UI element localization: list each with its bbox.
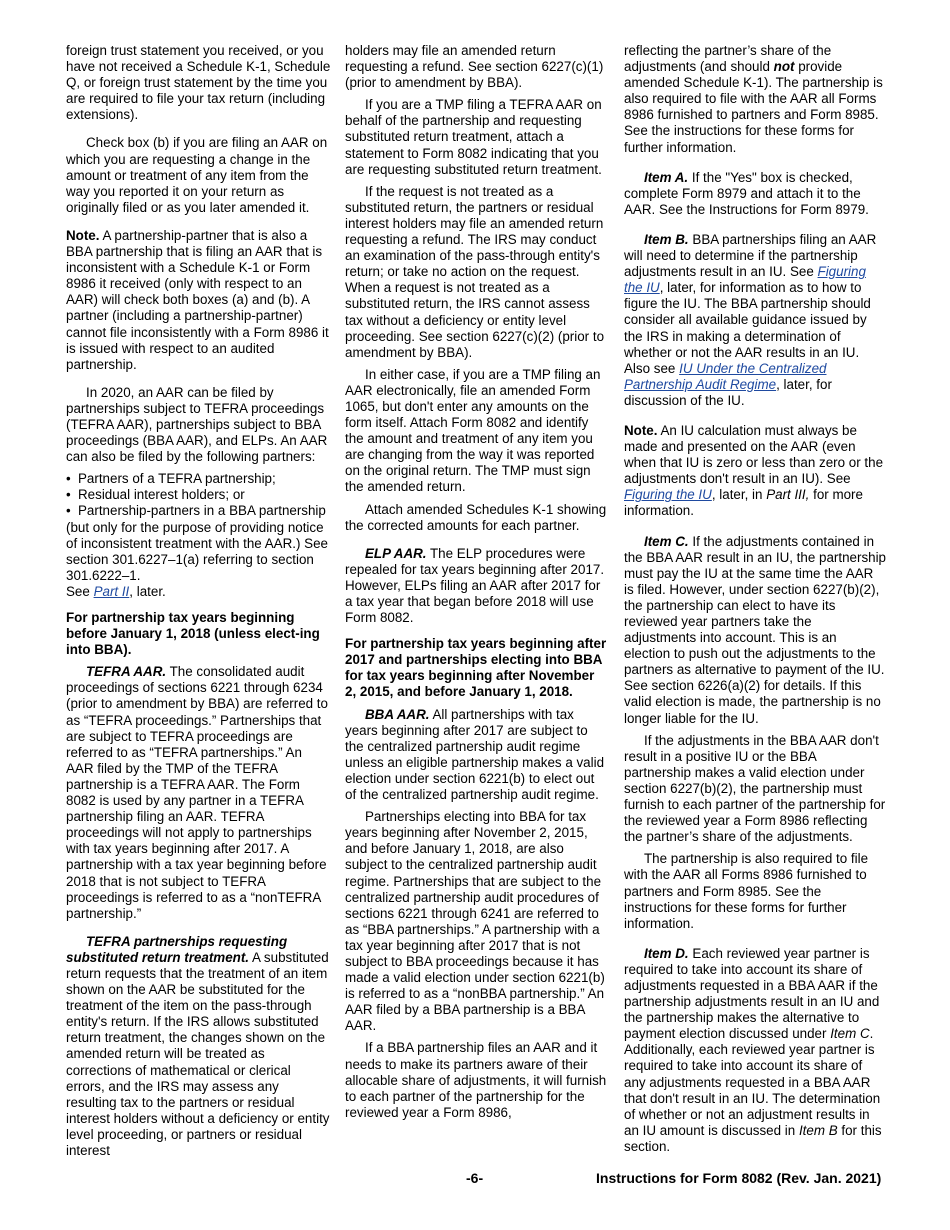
paragraph: If the request is not treated as a substituted return, the partners or residual interest holders may file an amended return requesting a refund. The IRS may conduct an examination of the pass-through entity's return; or take no action on the request. When a request is not treated as a substituted return, the IRS cannot assess tax without a deficiency or entity level proceeding. See section 6227(c)(2) (prior to amendment by BBA). <box>345 183 605 360</box>
footer-title: Instructions for Form 8082 (Rev. Jan. 2021) <box>596 1170 882 1186</box>
text: for this section. <box>624 1122 882 1154</box>
part-ii-link[interactable]: Part II <box>93 583 130 599</box>
paragraph: In either case, if you are a TMP filing an AAR electronically, file an amended Form 1065, but don't enter any amounts on the form itself. Attach Form 8082 and identify the amount and treatment of any item you are changing from the way it was reported on the original return. The TMP must sign the amended return. <box>345 366 601 495</box>
tefra-aar-text: The consolidated audit proceedings of sections 6221 through 6234 (prior to amendment by BBA) are referred to as “TEFRA proceedings.” Partnerships that are subject to TEFRA proceedings are referred to as “TEFRA partnerships.” An AAR filed by the TMP of the TEFRA partnership is a TEFRA AAR. The Form 8082 is used by any partner in a TEFRA partnership filing an AAR. TEFRA proceedings will not apply to partnerships with tax years beginning after 2017. A partnership with a tax year beginning before 2018 that is not subject to TEFRA proceedings is referred to as a “nonTEFRA partnership.” <box>66 664 328 921</box>
column-left <box>66 43 332 1165</box>
text: , later, in <box>711 487 763 503</box>
text: BBA partnerships filing an AAR will need to determine if the partnership adjustments result in an IU. See <box>624 231 877 280</box>
bullet-list <box>66 471 332 584</box>
page-number: -6- <box>466 1170 484 1186</box>
paragraph: Check box (b) if you are filing an AAR on which you are requesting a change in the amount or treatment of any item from the way you reported it on your return as originally filed or as you later amended it. <box>66 135 328 215</box>
paragraph: The partnership is also required to file with the AAR all Forms 8986 furnished to partners and Form 8985. See the instructions for these forms for further information. <box>624 851 869 931</box>
text: , later, for discussion of the IU. <box>624 376 832 408</box>
item-a-label: Item A. <box>644 169 689 185</box>
note-paragraph <box>624 423 886 520</box>
see-part-line <box>66 584 332 600</box>
text: An IU calculation must always be made and presented on the AAR (even when that IU is zero or less than zero or the adjustments don't result in an IU). See <box>624 422 884 487</box>
bba-aar-label: BBA AAR. <box>365 706 430 722</box>
elp-aar-text: The ELP procedures were repealed for tax years beginning after 2017. However, ELPs filing an AAR after 2017 for a tax year that began before 2018 will use Form 8082. <box>345 545 605 626</box>
substituted-return-text: A substituted return requests that the treatment of an item shown on the AAR be substituted for the treatment of the item on the pass-through entity's return. If the IRS allows substituted return treatment, the changes shown on the amended return will be treated as corrections of mathematical or clerical errors, and the IRS may assess any resulting tax to the partners or residual interest holders without a deficiency or entity level proceeding, or partners or residual interest <box>66 949 330 1158</box>
paragraph <box>624 170 886 218</box>
note-label: Note. <box>624 422 658 438</box>
see-prefix: See <box>66 583 90 599</box>
item-a-text: If the "Yes" box is checked, complete Form 8979 and attach it to the AAR. See the Instructions for Form 8979. <box>624 169 869 217</box>
iu-under-regime-link[interactable]: IU Under the Centralized Partnership Audit Regime <box>624 360 827 392</box>
figuring-the-iu-link[interactable]: Figuring the IU <box>624 264 866 296</box>
item-c-text: If the adjustments contained in the BBA AAR result in an IU, the partnership must pay the IU at the same time the AAR is filed. However, under section 6227(b)(2), the partnership can elect to have its reviewed year partners take the adjustments into account. This is an election to push out the adjustments to the partners as alternative to payment of the IU. See section 6226(a)(2) for details. If this valid election is made, the partnership is no longer liable for the IU. <box>624 533 887 726</box>
item-d-label: Item D. <box>644 945 689 961</box>
text: reflecting the partner’s share of the adjustments (and should <box>624 43 832 75</box>
list-item: • Partners of a TEFRA partnership; <box>66 471 332 487</box>
see-suffix: , later. <box>129 583 166 599</box>
paragraph: foreign trust statement you received, or you have not received a Schedule K-1, Schedule Q, or foreign trust statement by the time you are required to file your tax return (including extensions). <box>66 43 331 123</box>
item-c-label: Item C. <box>644 533 689 549</box>
paragraph <box>624 946 886 1155</box>
note-text: A partnership-partner that is also a BBA partnership that is filing an AAR that is inconsistent with a Schedule K-1 or Form 8986 it received (only with respect to an AAR) will check both boxes (a) and (b). A partner (including a partnership-partner) cannot file inconsistently with a Form 8986 it is issued with respect to an audited partnership. <box>66 227 329 372</box>
note-paragraph <box>66 228 332 373</box>
item-c-ref: Item C <box>830 1026 870 1042</box>
text: Each reviewed year partner is required to take into account its share of adjustments requested in a BBA AAR if the partnership adjustments result in an IU and the partnership makes the alternative to payment election discussed under <box>624 945 880 1042</box>
text: provide amended Schedule K-1). The partnership is also required to file with the AAR all Forms 8986 furnished to partners and Form 8985. See the instructions for these forms for further information. <box>624 59 883 155</box>
list-item: • Residual interest holders; or <box>66 487 332 503</box>
paragraph: holders may file an amended return requesting a refund. See section 6227(c)(1) (prior to amendment by BBA). <box>345 43 604 91</box>
note-label: Note. <box>66 227 100 243</box>
paragraph <box>624 232 886 409</box>
part-iii-ref: Part III, <box>766 487 810 503</box>
text: for more information. <box>624 487 863 519</box>
paragraph: In 2020, an AAR can be filed by partnerships subject to TEFRA proceedings (TEFRA AAR), partnerships subject to BBA proceedings (BBA AAR), and ELPs. An AAR can also be filed by the following partners: <box>66 384 328 465</box>
column-right <box>624 43 886 1161</box>
emphasis-not: not <box>773 59 795 75</box>
paragraph <box>624 534 886 727</box>
item-b-label: Item B. <box>644 231 689 247</box>
paragraph <box>624 43 886 156</box>
paragraph <box>66 934 332 1159</box>
substituted-return-label: TEFRA partnerships requesting substituted return treatment. <box>66 933 288 965</box>
figuring-the-iu-link[interactable]: Figuring the IU <box>624 487 712 503</box>
paragraph <box>345 707 608 804</box>
text: , later, for information as to how to figure the IU. The BBA partnership should consider all available guidance issued by the IRS in making a determination of whether or not the AAR results in an IU. Also see <box>624 280 871 376</box>
section-heading: For partnership tax years beginning after 2017 and partnerships electing into BBA for tax years beginning after November 2, 2015, and before January 1, 2018. <box>345 636 607 700</box>
tefra-aar-label: TEFRA AAR. <box>86 664 167 680</box>
elp-aar-label: ELP AAR. <box>365 545 427 561</box>
text: . Additionally, each reviewed year partner is required to take into account its share of any adjustments requested in a BBA AAR that don't result in an IU. The determination of whether or not an adjustment results in an IU amount is discussed in <box>624 1026 881 1138</box>
paragraph: If the adjustments in the BBA AAR don't result in a positive IU or the BBA partnership makes a valid election under section 6227(b)(2), the partnership must furnish to each partner of the partnership for the reviewed year a Form 8986 reflecting the partner’s share of the adjustments. <box>624 732 886 845</box>
paragraph <box>66 664 332 922</box>
bba-aar-text: All partnerships with tax years beginning after 2017 are subject to the centralized partnership audit regime unless an eligible partnership makes a valid election under section 6221(b) to elect out of the centralized partnership audit regime. <box>345 706 605 803</box>
paragraph: Partnerships electing into BBA for tax years beginning after November 2, 2015, and before January 1, 2018, are also subject to the centralized partnership audit regime. Partnerships that are subject to the centralized partnership audit procedures of sections 6221 through 6241 are referred to as “BBA partnerships.” A partnership with a tax year beginning after 2017 that is not subject to BBA proceedings because it has made a valid election under section 6221(b) is referred to as a “nonBBA partnership.” An AAR filed by a BBA partnership is a BBA AAR. <box>345 809 605 1034</box>
paragraph: If a BBA partnership files an AAR and it needs to make its partners aware of their allocable share of adjustments, it will furnish to each partner of the partnership for the reviewed year a Form 8986, <box>345 1040 607 1120</box>
list-item: • Partnership-partners in a BBA partnership (but only for the purpose of providing notice of inconsistent treatment with the AAR.) See section 301.6227–1(a) referring to section 301.6222–1. <box>66 503 332 583</box>
paragraph <box>345 546 608 626</box>
paragraph: Attach amended Schedules K-1 showing the corrected amounts for each partner. <box>345 501 607 533</box>
item-b-ref: Item B <box>798 1122 838 1138</box>
column-middle <box>345 43 608 1127</box>
section-heading: For partnership tax years beginning before January 1, 2018 (unless elect-ing into BBA). <box>66 610 320 658</box>
paragraph: If you are a TMP filing a TEFRA AAR on behalf of the partnership and requesting substituted return treatment, attach a statement to Form 8082 indicating that you are requesting substituted return treatment. <box>345 97 602 177</box>
